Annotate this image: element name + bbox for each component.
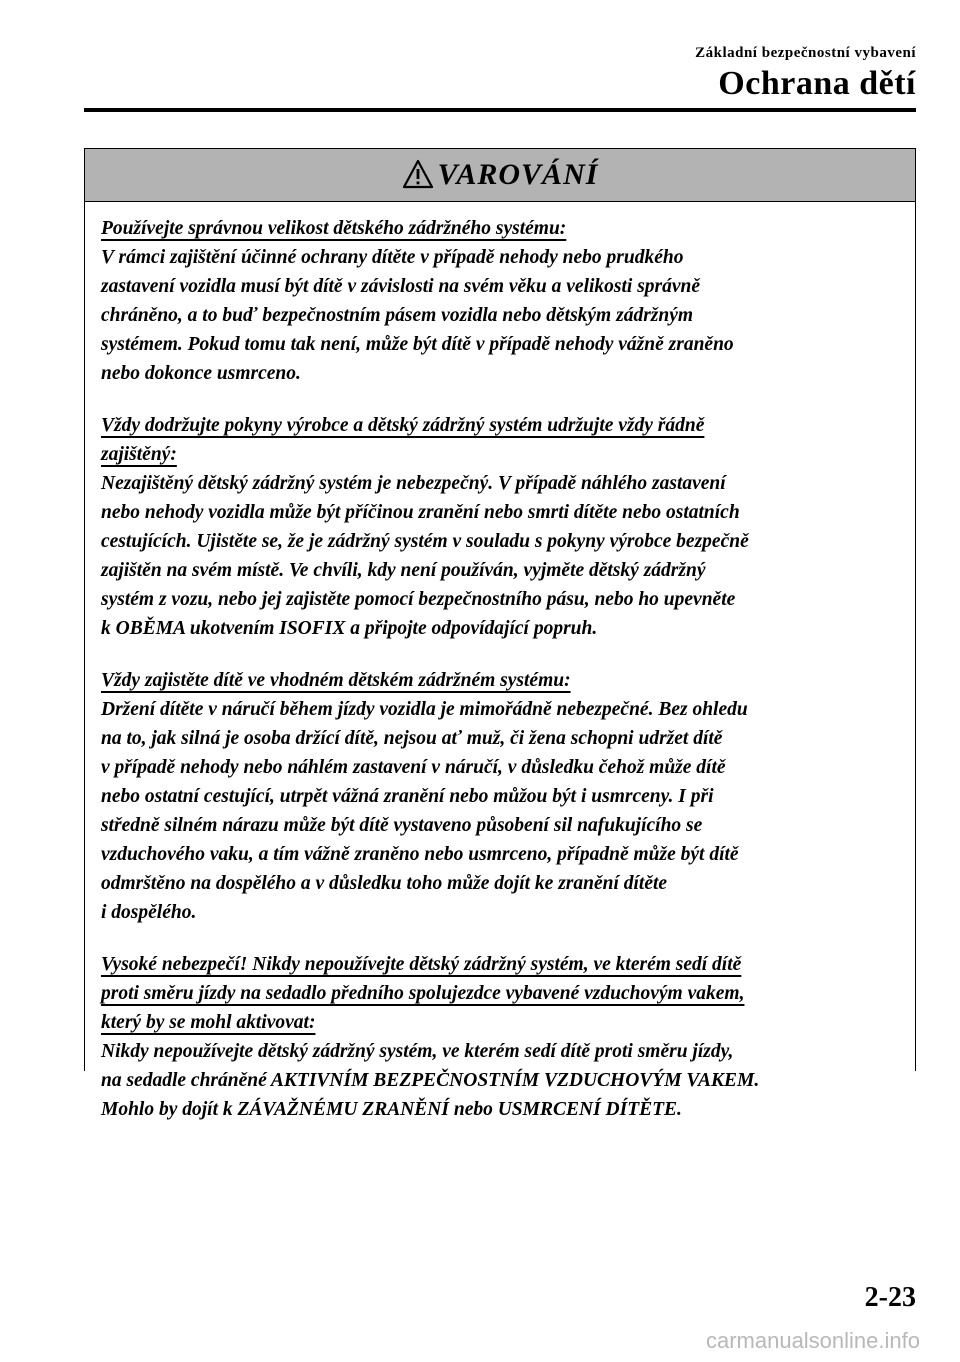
block-text xyxy=(101,243,893,388)
text-line: k OBĚMA ukotvením ISOFIX a připojte odpovídající popruh. xyxy=(101,618,598,639)
block-heading: který by se mohl aktivovat: xyxy=(101,1012,316,1033)
warning-block xyxy=(101,411,893,643)
page-header xyxy=(695,44,916,104)
warning-block xyxy=(101,214,893,388)
warning-triangle-icon xyxy=(402,159,434,189)
text-line: v případě nehody nebo náhlém zastavení v náručí, v důsledku čehož může dítě xyxy=(101,757,726,778)
block-heading: Vždy dodržujte pokyny výrobce a dětský zádržný systém udržujte vždy řádně xyxy=(101,415,705,436)
warning-body xyxy=(85,202,915,1124)
text-line: středně silném nárazu může být dítě vystaveno působení sil nafukujícího se xyxy=(101,815,703,836)
text-line: nebo ostatní cestující, utrpět vážná zranění nebo můžou být i usmrceny. I při xyxy=(101,786,714,807)
section-label: Základní bezpečnostní vybavení xyxy=(695,45,916,61)
text-line: na to, jak silná je osoba držící dítě, nejsou ať muž, či žena schopni udržet dítě xyxy=(101,728,723,749)
watermark[interactable]: carmanualsonline.info xyxy=(705,1328,920,1353)
warning-header xyxy=(85,149,915,202)
text-line: systémem. Pokud tomu tak není, může být dítě v případě nehody vážně zraněno xyxy=(101,334,734,355)
warning-box xyxy=(84,148,916,1120)
block-heading: Vždy zajistěte dítě ve vhodném dětském zádržném systému: xyxy=(101,670,571,691)
text-line: zajištěn na svém místě. Ve chvíli, kdy není používán, vyjměte dětský zádržný xyxy=(101,560,706,581)
text-line: nebo nehody vozidla může být příčinou zranění nebo smrti dítěte nebo ostatních xyxy=(101,502,740,523)
warning-block xyxy=(101,666,893,927)
text-line: i dospělého. xyxy=(101,902,197,923)
text-line: vzduchového vaku, a tím vážně zraněno nebo usmrceno, případně může být dítě xyxy=(101,844,739,865)
text-line: nebo dokonce usmrceno. xyxy=(101,363,301,384)
block-text xyxy=(101,469,893,643)
text-line: cestujících. Ujistěte se, že je zádržný systém v souladu s pokyny výrobce bezpečně xyxy=(101,531,749,552)
block-text xyxy=(101,695,893,927)
text-line: Nikdy nepoužívejte dětský zádržný systém, ve kterém sedí dítě proti směru jízdy, xyxy=(101,1041,734,1062)
text-line: chráněno, a to buď bezpečnostním pásem vozidla nebo dětským zádržným xyxy=(101,305,694,326)
text-line: Mohlo by dojít k ZÁVAŽNÉMU ZRANĚNÍ nebo USMRCENÍ DÍTĚTE. xyxy=(101,1099,682,1120)
text-line: systém z vozu, nebo jej zajistěte pomocí bezpečnostního pásu, nebo ho upevněte xyxy=(101,589,736,610)
text-line: zastavení vozidla musí být dítě v závislosti na svém věku a velikosti správně xyxy=(101,276,701,297)
block-heading: zajištěný: xyxy=(101,444,177,465)
chapter-title: Ochrana dětí xyxy=(718,65,916,102)
block-heading: Používejte správnou velikost dětského zádržného systému: xyxy=(101,218,567,239)
block-heading: proti směru jízdy na sedadlo předního spolujezdce vybavené vzduchovým vakem, xyxy=(101,983,745,1004)
text-line: na sedadle chráněné AKTIVNÍM BEZPEČNOSTNÍM VZDUCHOVÝM VAKEM. xyxy=(101,1070,760,1091)
warning-block xyxy=(101,950,893,1124)
text-line: odmrštěno na dospělého a v důsledku toho může dojít ke zranění dítěte xyxy=(101,873,668,894)
text-line: Nezajištěný dětský zádržný systém je nebezpečný. V případě náhlého zastavení xyxy=(101,473,726,494)
block-text xyxy=(101,1037,893,1124)
header-rule xyxy=(84,108,916,112)
text-line: Držení dítěte v náručí během jízdy vozidla je mimořádně nebezpečné. Bez ohledu xyxy=(101,699,748,720)
warning-title: VAROVÁNÍ xyxy=(437,158,599,191)
block-heading: Vysoké nebezpečí! Nikdy nepoužívejte dětský zádržný systém, ve kterém sedí dítě xyxy=(101,954,742,975)
text-line: V rámci zajištění účinné ochrany dítěte v případě nehody nebo prudkého xyxy=(101,247,684,268)
page-number: 2-23 xyxy=(864,1282,916,1313)
